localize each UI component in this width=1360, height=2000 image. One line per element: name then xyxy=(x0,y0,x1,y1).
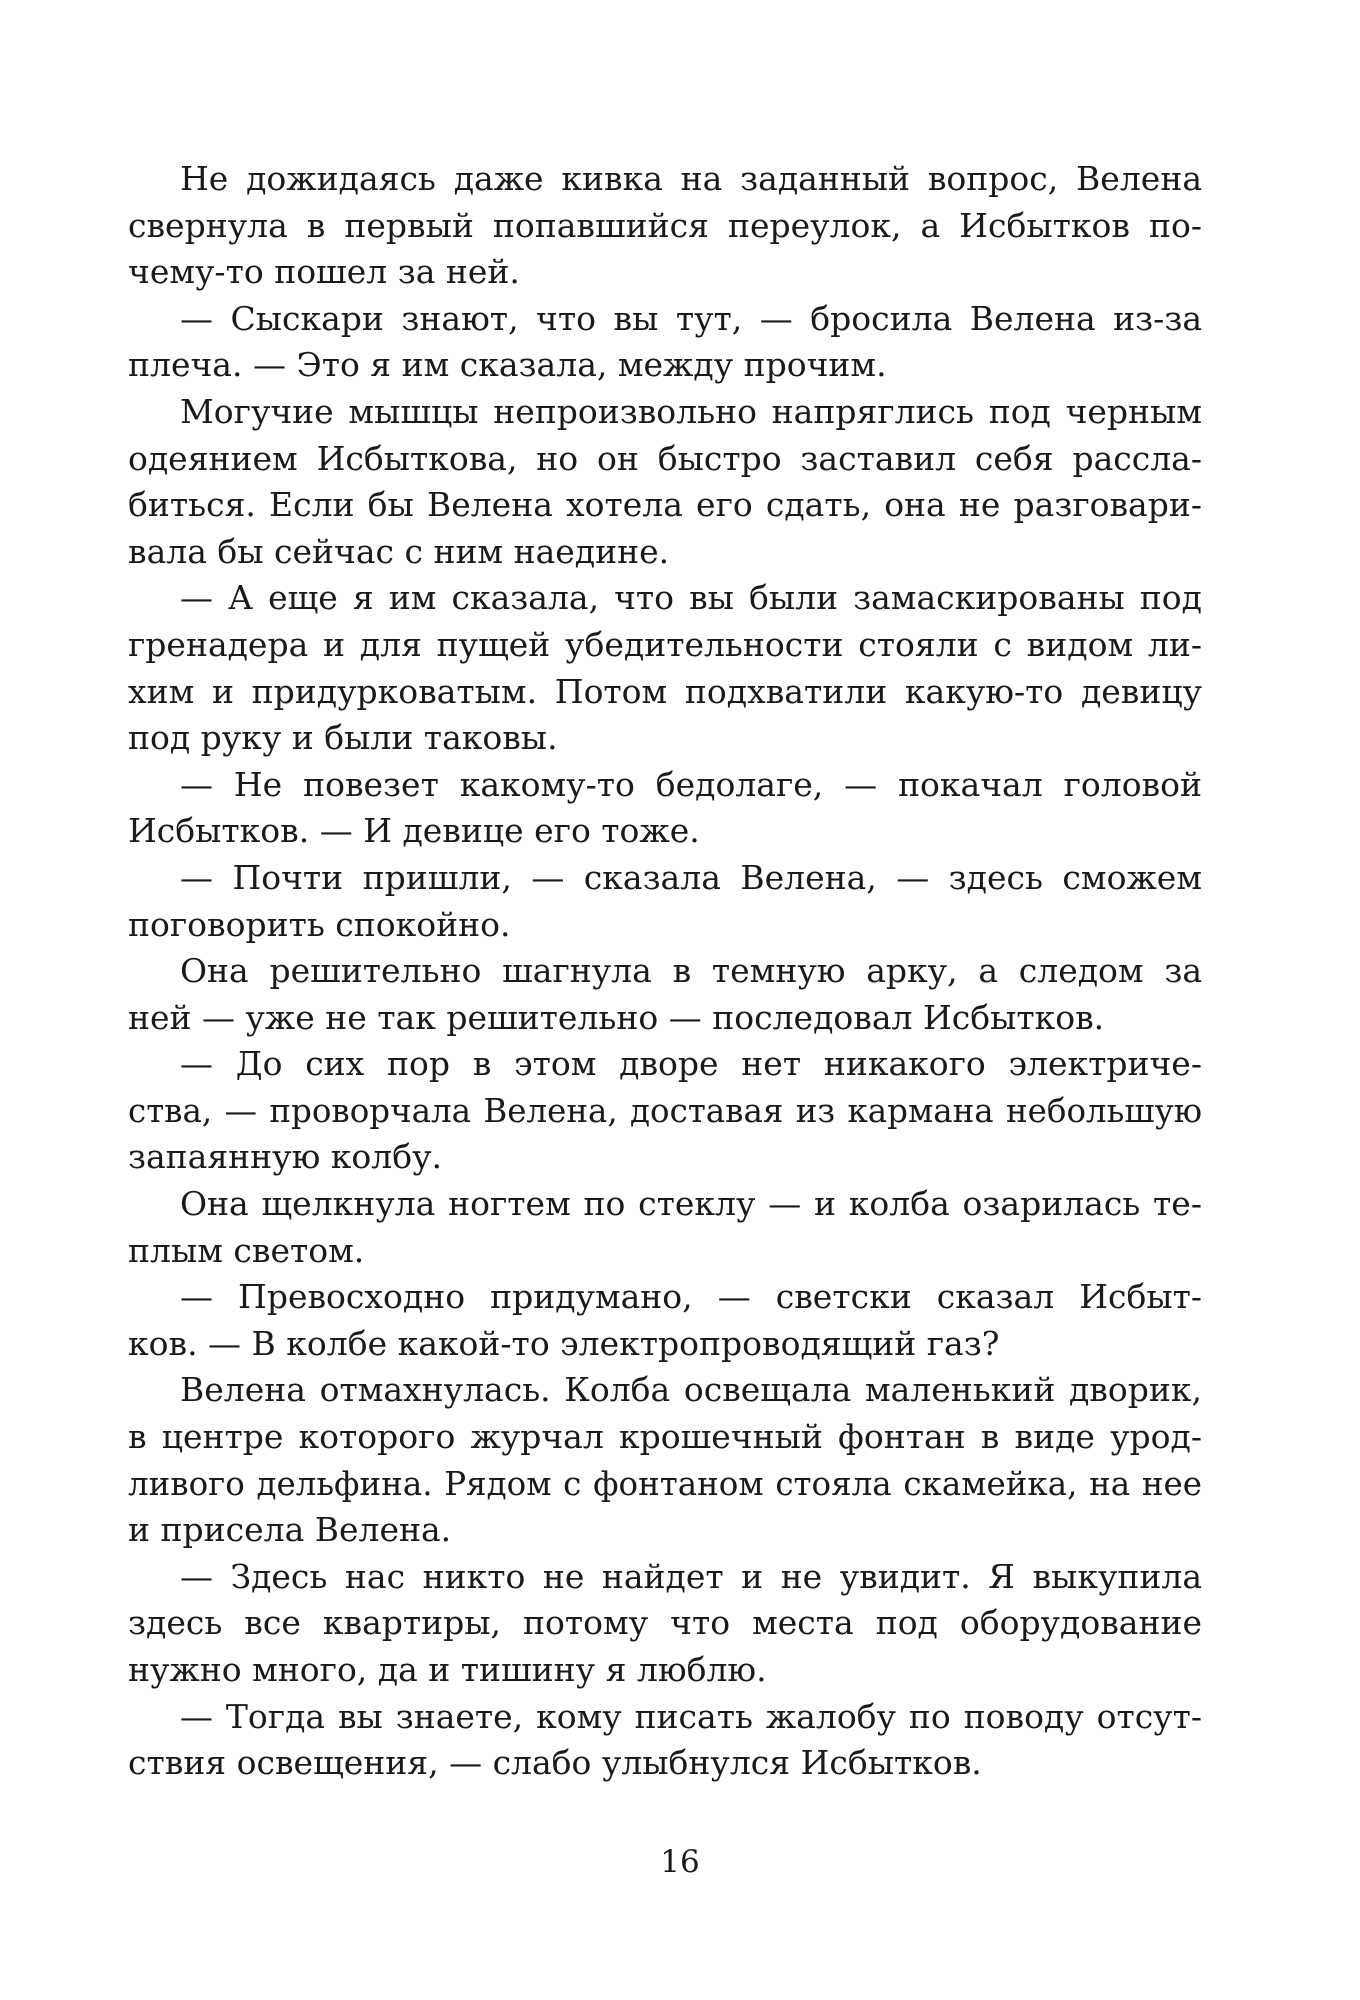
text-line: ней — уже не так решительно — последовал Исбытков. xyxy=(128,997,1105,1037)
page-number: 16 xyxy=(660,1844,700,1880)
text-line: вала бы сейчас с ним наедине. xyxy=(128,531,670,571)
text-line: — Почти пришли, — сказала Велена, — здесь сможем xyxy=(180,857,1202,897)
text-line: — До сих пор в этом дворе нет никакого электриче- xyxy=(180,1044,1202,1084)
text-line: плым светом. xyxy=(128,1230,365,1270)
text-line: плеча. — Это я им сказала, между прочим. xyxy=(128,345,887,385)
text-line: — А еще я им сказала, что вы были замаскированы под xyxy=(180,578,1202,618)
text-line: ливого дельфина. Рядом с фонтаном стояла скамейка, на нее xyxy=(128,1464,1202,1503)
text-line: — Сыскари знают, что вы тут, — бросила Велена из-за xyxy=(180,298,1202,338)
body-text xyxy=(128,156,1202,1787)
text-line: — Здесь нас никто не найдет и не увидит. Я выкупила xyxy=(180,1556,1202,1596)
text-line: под руку и были таковы. xyxy=(128,718,558,758)
text-line: ствия освещения, — слабо улыбнулся Исбытков. xyxy=(128,1743,982,1783)
text-line: ков. — В колбе какой-то электропроводящий газ? xyxy=(128,1323,1000,1363)
text-line: одеянием Исбыткова, но он быстро заставил себя рассла- xyxy=(128,438,1202,478)
text-line: Не дожидаясь даже кивка на заданный вопрос, Велена xyxy=(180,159,1202,198)
text-line: в центре которого журчал крошечный фонтан в виде урод- xyxy=(128,1417,1202,1457)
text-line: биться. Если бы Велена хотела его сдать, она не разговари- xyxy=(128,485,1202,525)
text-line: и присела Велена. xyxy=(128,1510,452,1550)
text-line: — Тогда вы знаете, кому писать жалобу по поводу отсут- xyxy=(180,1696,1202,1736)
text-line: чему-то пошел за ней. xyxy=(128,252,520,292)
text-line: нужно много, да и тишину я люблю. xyxy=(128,1650,767,1689)
text-line: ства, — проворчала Велена, доставая из кармана небольшую xyxy=(128,1091,1202,1130)
text-line: Могучие мышцы непроизвольно напряглись под черным xyxy=(180,391,1202,431)
text-line: — Превосходно придумано, — светски сказал Исбыт- xyxy=(180,1277,1202,1317)
text-line: свернула в первый попавшийся переулок, а Исбытков по- xyxy=(128,205,1202,245)
text-line: запаянную колбу. xyxy=(128,1137,443,1177)
text-line: Велена отмахнулась. Колба освещала маленький дворик, xyxy=(180,1370,1202,1410)
text-line: Исбытков. — И девице его тоже. xyxy=(128,811,700,851)
text-line: поговорить спокойно. xyxy=(128,904,511,944)
text-line: здесь все квартиры, потому что места под оборудование xyxy=(128,1603,1202,1643)
text-line: — Не повезет какому-то бедолаге, — покачал головой xyxy=(180,764,1202,804)
text-line: Она решительно шагнула в темную арку, а следом за xyxy=(180,951,1202,991)
text-line: Она щелкнула ногтем по стеклу — и колба озарилась те- xyxy=(180,1184,1202,1224)
text-line: хим и придурковатым. Потом подхватили какую-то девицу xyxy=(128,671,1202,711)
text-line: гренадера и для пущей убедительности стояли с видом ли- xyxy=(128,624,1202,664)
